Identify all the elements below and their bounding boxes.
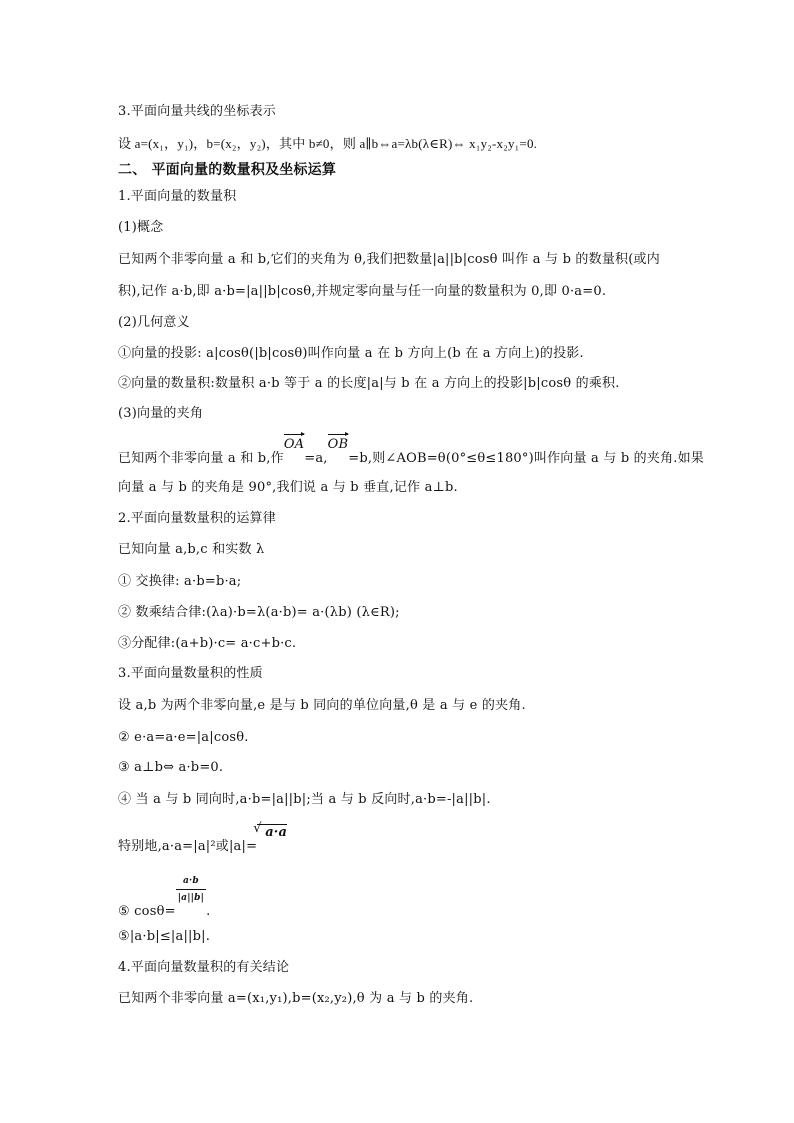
text-segment: =a, (304, 451, 328, 466)
fraction-denominator: |a||b| (177, 893, 205, 903)
text-segment: 已知两个非零向量 a 和 b,作 (118, 451, 284, 466)
fraction-numerator: a·b (176, 873, 206, 890)
section-heading: 二、 平面向量的数量积及坐标运算 (118, 162, 337, 178)
paragraph: 设 a=(x₁，y₁)，b=(x₂，y₂)，其中 b≠0，则 a∥b⇔a=λb(λ∈R)⇔ x₁y₂-x₂y₁=0. (118, 136, 538, 151)
list-item-fraction (118, 876, 698, 928)
vector-ob: OB (327, 437, 349, 452)
paragraph: 积),记作 a·b,即 a·b=|a||b|cosθ,并规定零向量与任一向量的数量积为 0,即 0·a=0. (118, 284, 607, 299)
paragraph: 已知两个非零向量 a=(x₁,y₁),b=(x₂,y₂),θ 为 a 与 b 的夹角. (118, 991, 474, 1006)
item-label: (3)向量的夹角 (118, 406, 204, 421)
paragraph: 已知两个非零向量 a 和 b,它们的夹角为 θ,我们把数量|a||b|cosθ 叫作 a 与 b 的数量积(或内 (118, 252, 660, 267)
list-item: ② 数乘结合律:(λa)·b=λ(a·b)= a·(λb) (λ∈R); (118, 605, 400, 620)
list-item: ④ 当 a 与 b 同向时,a·b=|a||b|;当 a 与 b 反向时,a·b=-|a||b|. (118, 792, 491, 807)
text-segment: 特别地,a·a=|a|²或|a|= (118, 839, 258, 854)
paragraph: 设 a,b 为两个非零向量,e 是与 b 同向的单位向量,θ 是 a 与 e 的夹角. (118, 698, 526, 713)
list-item: ② e·a=a·e=|a|cosθ. (118, 730, 249, 745)
text-segment: =b,则∠AOB=θ(0°≤θ≤180°)叫作向量 a 与 b 的夹角.如果 (348, 451, 705, 466)
text-segment: . (206, 904, 211, 919)
paragraph: 已知向量 a,b,c 和实数 λ (118, 542, 265, 557)
paragraph-with-vectors (118, 437, 705, 467)
text-segment: ⑤ cosθ= (118, 904, 176, 919)
paragraph-with-sqrt (118, 825, 698, 855)
subsection-title: 1.平面向量的数量积 (118, 189, 237, 204)
paragraph: 向量 a 与 b 的夹角是 90°,我们说 a 与 b 垂直,记作 a⊥b. (118, 480, 458, 495)
subsection-title: 2.平面向量数量积的运算律 (118, 511, 277, 526)
list-item: ②向量的数量积:数量积 a·b 等于 a 的长度|a|与 b 在 a 方向上的投影|b|cosθ 的乘积. (118, 376, 620, 391)
item-label: (1)概念 (118, 220, 164, 235)
list-item: ③ a⊥b⇔ a·b=0. (118, 760, 224, 775)
list-item: ①向量的投影: a|cosθ(|b|cosθ)叫作向量 a 在 b 方向上(b 在 a 方向上)的投影. (118, 346, 584, 361)
list-item: ③分配律:(a+b)·c= a·c+b·c. (118, 636, 297, 651)
fraction (176, 873, 206, 906)
subsection-title: 4.平面向量数量积的有关结论 (118, 960, 290, 975)
item-label: (2)几何意义 (118, 315, 190, 330)
vector-oa: OA (283, 437, 305, 452)
subsection-title: 3.平面向量共线的坐标表示 (118, 104, 277, 119)
list-item: ① 交换律: a·b=b·a; (118, 574, 242, 589)
list-item: ⑤|a·b|≤|a||b|. (118, 929, 211, 944)
sqrt-expression: √ a·a (257, 824, 287, 841)
subsection-title: 3.平面向量数量积的性质 (118, 666, 263, 681)
